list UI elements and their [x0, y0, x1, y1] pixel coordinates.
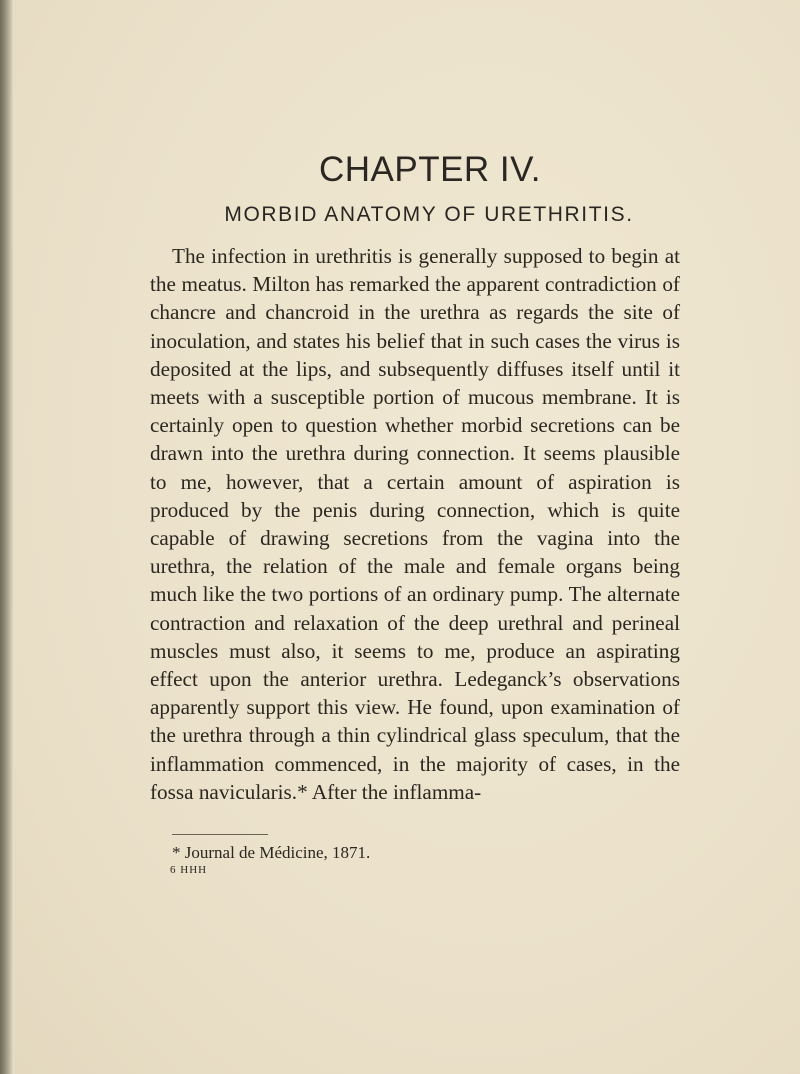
printer-signature: 6 HHH	[170, 864, 208, 877]
footnote: * Journal de Médicine, 1871.	[172, 843, 371, 863]
page-content	[150, 150, 680, 877]
body-paragraph: The infection in urethritis is generally supposed to begin at the meatus. Milton has remarked the apparent contradiction of chancre and chancroid in the urethra as regards the site of inoculation, and states his belief that in such cases the virus is deposited at the lips, and subsequently diffuses itself until it meets with a susceptible portion of mucous membrane. It is certainly open to question whether morbid secretions can be drawn into the urethra during connection. It seems plausible to me, however, that a certain amount of aspiration is produced by the penis during connection, which is quite capable of drawing secretions from the vagina into the urethra, the relation of the male and female organs being much like the two portions of an ordinary pump. The alternate contraction and relaxation of the deep urethral and perineal muscles must also, it seems to me, produce an aspirating effect upon the anterior urethra. Ledeganck’s observations apparently support this view. He found, upon examination of the urethra through a thin cylindrical glass speculum, that the inflammation commenced, in the majority of cases, in the fossa navicularis.* After the inflamma-	[150, 244, 680, 804]
page-binding-edge	[0, 0, 14, 1074]
footnote-rule	[172, 834, 268, 835]
chapter-title: CHAPTER IV.	[318, 150, 542, 189]
section-heading: MORBID ANATOMY OF URETHRITIS.	[224, 203, 634, 226]
